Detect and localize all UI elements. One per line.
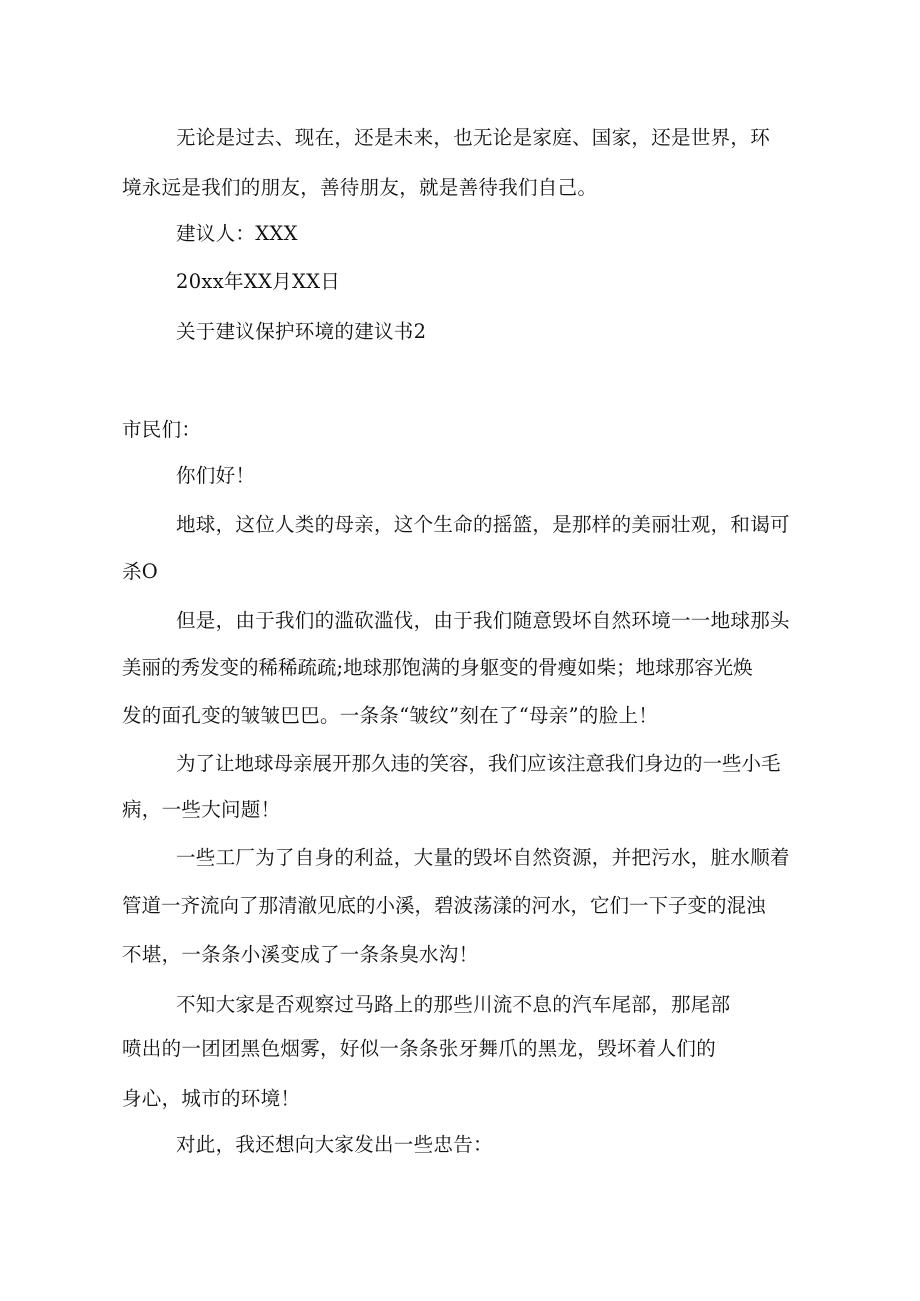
paragraph-line: 无论是过去、现在，还是未来，也无论是家庭、国家，还是世界，环 bbox=[176, 126, 771, 149]
greeting: 你们好！ bbox=[176, 464, 256, 487]
paragraph-line: 为了让地球母亲展开那久违的笑容，我们应该注意我们身边的一些小毛 bbox=[176, 752, 781, 775]
paragraph-line: 不堪，一条条小溪变成了一条条臭水沟！ bbox=[122, 943, 479, 966]
paragraph-line: 美丽的秀发变的稀稀疏疏;地球那饱满的身躯变的骨瘦如柴；地球那容光焕 bbox=[122, 656, 753, 679]
paragraph-line: 管道一齐流向了那清澈见底的小溪，碧波荡漾的河水，它们一下子变的混浊 bbox=[122, 894, 766, 917]
paragraph-line: 不知大家是否观察过马路上的那些川流不息的汽车尾部，那尾部 bbox=[176, 993, 731, 1016]
paragraph-line: 杀O bbox=[122, 560, 159, 583]
paragraph-line: 病，一些大问题！ bbox=[122, 798, 281, 821]
paragraph-line: 地球，这位人类的母亲，这个生命的摇篮，是那样的美丽壮观，和谒可 bbox=[176, 513, 790, 536]
signature-line: 建议人：XXX bbox=[176, 222, 298, 245]
paragraph-line: 一些工厂为了自身的利益，大量的毁坏自然资源，并把污水，脏水顺着 bbox=[176, 846, 790, 869]
salutation: 市民们： bbox=[122, 418, 202, 441]
paragraph-line: 境永远是我们的朋友，善待朋友，就是善待我们自己。 bbox=[122, 176, 598, 199]
paragraph-line: 身心，城市的环境！ bbox=[122, 1087, 301, 1110]
paragraph-line: 喷出的一团团黑色烟雾，好似一条条张牙舞爪的黑龙，毁坏着人们的 bbox=[122, 1037, 717, 1060]
paragraph-line: 对此，我还想向大家发出一些忠告： bbox=[176, 1133, 493, 1156]
paragraph-line: 发的面孔变的皱皱巴巴。一条条“皱纹”刻在了“母亲”的脸上！ bbox=[122, 704, 659, 727]
date-line: 20xx年XX月XX日 bbox=[176, 270, 341, 293]
section-title: 关于建议保护环境的建议书2 bbox=[176, 320, 427, 343]
paragraph-line: 但是，由于我们的滥砍滥伐，由于我们随意毁坏自然环境一一地球那头 bbox=[176, 609, 790, 632]
